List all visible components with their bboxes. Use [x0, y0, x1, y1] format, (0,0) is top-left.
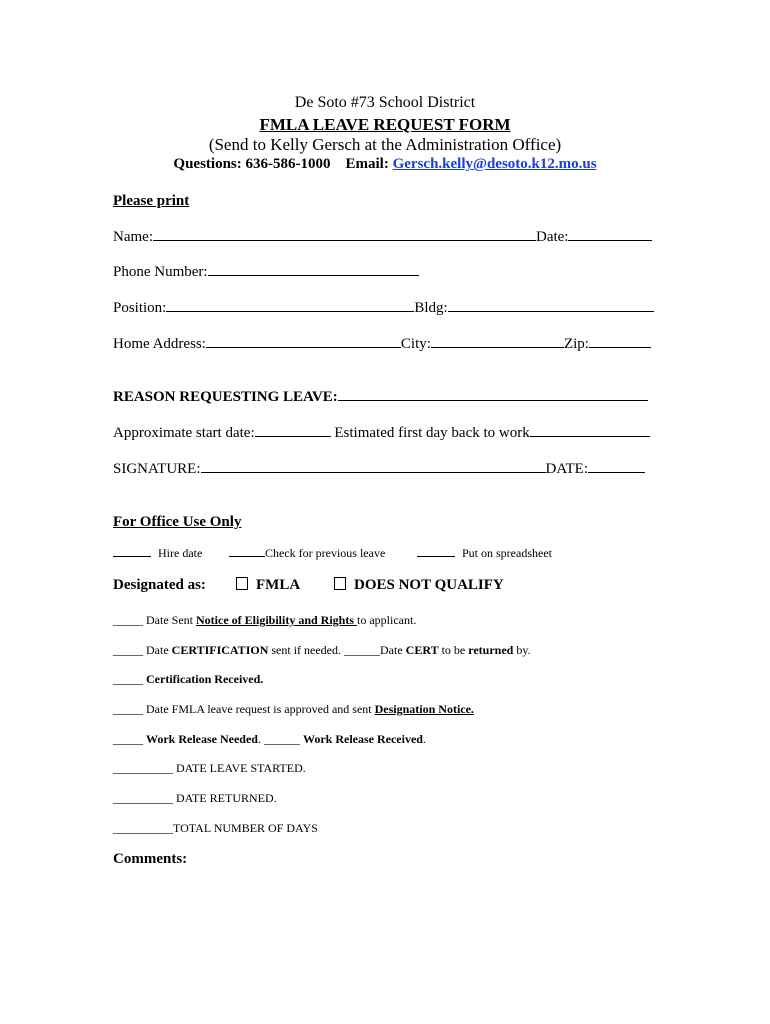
- dates-row: [113, 425, 650, 442]
- designation-notice-item: [113, 702, 474, 717]
- not-qualify-option-label: DOES NOT QUALIFY: [354, 577, 504, 593]
- phone-label: Phone Number:: [113, 264, 208, 280]
- wr-middle: . ______: [257, 732, 303, 746]
- zip-label: Zip:: [563, 336, 589, 352]
- approved-text: _____ Date FMLA leave request is approved and sent: [113, 702, 375, 716]
- contact-line: [0, 156, 770, 173]
- notice-eligibility-item: [113, 613, 416, 628]
- form-title: FMLA LEAVE REQUEST FORM: [259, 115, 511, 134]
- leave-started-item: __________ DATE LEAVE STARTED.: [113, 761, 306, 775]
- spreadsheet-blank[interactable]: [417, 555, 455, 557]
- hire-date-blank[interactable]: [113, 555, 151, 557]
- address-row: [113, 336, 651, 353]
- email-link[interactable]: Gersch.kelly@desoto.k12.mo.us: [392, 156, 597, 172]
- spreadsheet-label: Put on spreadsheet: [462, 546, 552, 560]
- notice-prefix: _____ Date Sent: [113, 613, 196, 627]
- cert-received-blank: _____: [113, 672, 146, 686]
- cert-by: by.: [513, 643, 531, 657]
- address-label: Home Address:: [113, 336, 206, 352]
- returned-text: returned: [468, 643, 514, 657]
- hire-date-label: Hire date: [158, 546, 203, 560]
- reason-row: [113, 389, 648, 406]
- cert-word: CERT: [405, 643, 439, 657]
- questions-phone: Questions: 636-586-1000: [173, 156, 331, 172]
- spreadsheet-item: [417, 546, 552, 561]
- please-print-heading: Please print: [113, 193, 190, 209]
- certification-text: CERTIFICATION: [171, 643, 269, 657]
- date-field[interactable]: [568, 239, 652, 241]
- signature-field[interactable]: [201, 471, 546, 473]
- email-label: Email:: [345, 156, 389, 172]
- position-bldg-row: [113, 300, 654, 317]
- cert-to-be: to be: [438, 643, 469, 657]
- office-use-heading: For Office Use Only: [113, 514, 242, 530]
- date-returned-item: __________ DATE RETURNED.: [113, 791, 277, 805]
- cert-middle: sent if needed. ______Date: [268, 643, 406, 657]
- send-to-instruction: (Send to Kelly Gersch at the Administration Office): [208, 135, 562, 154]
- previous-leave-item: [229, 546, 385, 561]
- name-label: Name:: [113, 229, 153, 245]
- fmla-option[interactable]: [236, 577, 300, 594]
- signature-date-label: DATE:: [545, 461, 589, 477]
- cert-received-item: [113, 672, 263, 687]
- total-days-item: __________TOTAL NUMBER OF DAYS: [113, 821, 318, 835]
- address-field[interactable]: [206, 346, 401, 348]
- work-release-item: [113, 732, 426, 747]
- signature-date-field[interactable]: [588, 471, 645, 473]
- signature-row: [113, 461, 645, 478]
- phone-row: [113, 264, 419, 281]
- start-date-field[interactable]: [255, 435, 331, 437]
- reason-field[interactable]: [338, 399, 648, 401]
- date-label: Date:: [535, 229, 569, 245]
- district-name: De Soto #73 School District: [294, 94, 476, 111]
- phone-field[interactable]: [208, 274, 419, 276]
- fmla-option-label: FMLA: [256, 577, 301, 593]
- name-field[interactable]: [153, 239, 536, 241]
- city-label: City:: [400, 336, 431, 352]
- position-field[interactable]: [166, 310, 414, 312]
- start-date-label: Approximate start date:: [113, 425, 255, 441]
- work-release-received: Work Release Received: [302, 732, 423, 746]
- fmla-checkbox[interactable]: [236, 577, 248, 590]
- back-date-label: Estimated first day back to work: [334, 425, 530, 441]
- zip-field[interactable]: [589, 346, 651, 348]
- previous-leave-blank[interactable]: [229, 555, 265, 557]
- wr-blank: _____: [113, 732, 146, 746]
- certification-item: [113, 643, 531, 658]
- work-release-needed: Work Release Needed: [146, 732, 258, 746]
- office-checks-row: [113, 546, 202, 561]
- cert-received-text: Certification Received.: [146, 672, 264, 686]
- not-qualify-option[interactable]: [334, 577, 504, 594]
- bldg-field[interactable]: [448, 310, 654, 312]
- bldg-label: Bldg:: [414, 300, 448, 316]
- designation-notice-text: Designation Notice.: [374, 702, 474, 716]
- signature-label: SIGNATURE:: [113, 461, 201, 477]
- cert-prefix: _____ Date: [113, 643, 172, 657]
- name-date-row: [113, 229, 652, 246]
- designated-label: Designated as:: [113, 577, 206, 593]
- back-date-field[interactable]: [530, 435, 650, 437]
- notice-suffix: to applicant.: [357, 613, 417, 627]
- comments-label: Comments:: [113, 851, 188, 867]
- reason-label: REASON REQUESTING LEAVE:: [113, 389, 338, 405]
- position-label: Position:: [113, 300, 167, 316]
- wr-end: .: [422, 732, 426, 746]
- city-field[interactable]: [431, 346, 564, 348]
- previous-leave-label: Check for previous leave: [265, 546, 386, 560]
- not-qualify-checkbox[interactable]: [334, 577, 346, 590]
- notice-eligibility-text: Notice of Eligibility and Rights: [196, 613, 358, 627]
